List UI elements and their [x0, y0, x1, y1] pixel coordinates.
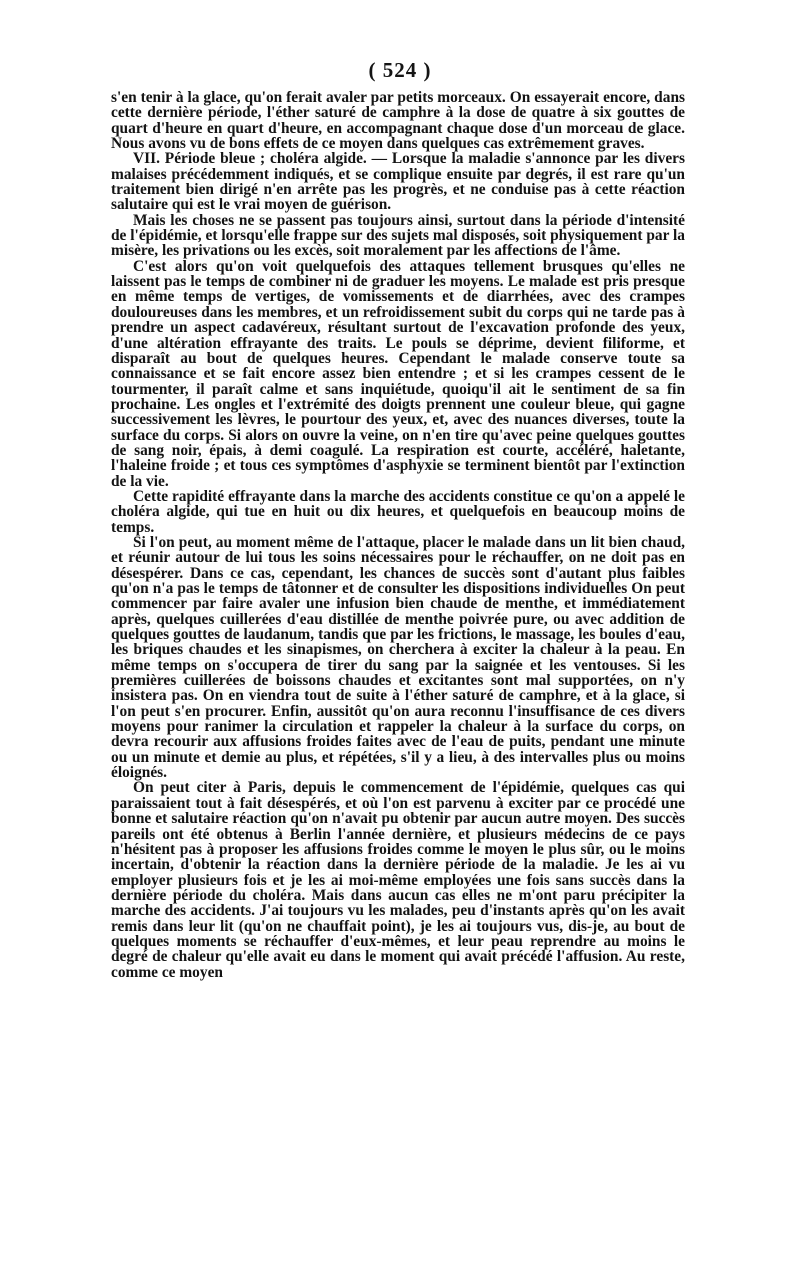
paragraph: C'est alors qu'on voit quelquefois des attaques tellement brusques qu'elles ne laissent pas le temps de combiner ni de graduer les moyens. Le malade est pris presque en même temps de vertiges, de vomissements et de diarrhées, avec des crampes douloureuses dans les membres, et un refroidissement subit du corps qui ne tarde pas à prendre un aspect cadavéreux, résultant surtout de l'excavation profonde des yeux, d'une altération effrayante des traits. Le pouls se déprime, devient filiforme, et disparaît au bout de quelques heures. Cependant le malade conserve toute sa connaissance et se fait encore assez bien entendre ; et si les crampes cessent de le tourmenter, il paraît calme et sans inquiétude, quoiqu'il ait le sentiment de sa fin prochaine. Les ongles et l'extrémité des doigts prennent une couleur bleue, qui gagne successivement les lèvres, le pourtour des yeux, et, avec des nuances diverses, toute la surface du corps. Si alors on ouvre la veine, on n'en tire qu'avec peine quelques gouttes de sang noir, épais, à demi coagulé. La respiration est courte, accéléré, haletante, l'haleine froide ; et tous ces symptômes d'asphyxie se terminent bientôt par l'extinction de la vie.: [111, 257, 685, 490]
paragraph: VII. Période bleue ; choléra algide. — Lorsque la maladie s'annonce par les divers malaises précédemment indiqués, et se complique ensuite par degrés, il est rare qu'un traitement bien dirigé n'en arrête pas les progrès, et ne conduise pas à cette réaction salutaire qui est le vrai moyen de guérison.: [111, 150, 685, 214]
paragraph: s'en tenir à la glace, qu'on ferait avaler par petits morceaux. On essayerait encore, dans cette dernière période, l'éther saturé de camphre à la dose de quatre à six gouttes de quart d'heure en quart d'heure, en accompagnant chaque dose d'un morceau de glace. Nous avons vu de bons effets de ce moyen dans quelques cas extrêmement graves.: [111, 89, 685, 153]
paragraph: Si l'on peut, au moment même de l'attaque, placer le malade dans un lit bien chaud, et réunir autour de lui tous les soins nécessaires pour le réchauffer, on ne doit pas en désespérer. Dans ce cas, cependant, les chances de succès sont d'autant plus faibles qu'on n'a pas le temps de tâtonner et de consulter les dispositions individuelles On peut commencer par faire avaler une infusion bien chaude de menthe, et immédiatement après, quelques cuillerées d'eau distillée de menthe poivrée pure, ou avec addition de quelques gouttes de laudanum, tandis que par les frictions, le massage, les boules d'eau, les briques chaudes et les sinapismes, on cherchera à exciter la chaleur à la peau. En même temps on s'occupera de tirer du sang par la saignée et les ventouses. Si les premières cuillerées de boissons chaudes et excitantes sont mal supportées, on n'y insistera pas. On en viendra tout de suite à l'éther saturé de camphre, et à la glace, si l'on peut s'en procurer. Enfin, aussitôt qu'on aura reconnu l'insuffisance de ces divers moyens pour ranimer la circulation et rappeler la chaleur à la surface du corps, on devra recourir aux affusions froides faites avec de l'eau de puits, pendant une minute ou un minute et demie au plus, et répétées, s'il y a lieu, à des intervalles plus ou moins éloignés.: [111, 533, 685, 782]
body-text: [111, 90, 685, 980]
paragraph: Cette rapidité effrayante dans la marche des accidents constitue ce qu'on a appelé le choléra algide, qui tue en huit ou dix heures, et quelquefois en beaucoup moins de temps.: [111, 487, 685, 536]
paragraph: Mais les choses ne se passent pas toujours ainsi, surtout dans la période d'intensité de l'épidémie, et lorsqu'elle frappe sur des sujets mal disposés, soit physiquement par la misère, les privations ou les excès, soit moralement par les affections de l'âme.: [111, 211, 685, 260]
page-number: ( 524 ): [368, 58, 432, 82]
paragraph: On peut citer à Paris, depuis le commencement de l'épidémie, quelques cas qui paraissaient tout à fait désespérés, et où l'on est parvenu à exciter par ce procédé une bonne et salutaire réaction qu'on n'avait pu obtenir par aucun autre moyen. Des succès pareils ont été obtenus à Berlin l'année dernière, et plusieurs médecins de ce pays n'hésitent pas à proposer les affusions froides comme le moyen le plus sûr, ou le moins incertain, d'obtenir la réaction dans la dernière période de la maladie. Je les ai vu employer plusieurs fois et je les ai moi-même employées une fois sans succès dans la dernière période du choléra. Mais dans aucun cas elles ne m'ont paru précipiter la marche des accidents. J'ai toujours vu les malades, peu d'instants après qu'on les avait remis dans leur lit (qu'on ne chauffait point), je les ai toujours vus, dis-je, au bout de quelques moments se réchauffer d'eux-mêmes, et leur peau reprendre au moins le degré de chaleur qu'elle avait eu dans le moment qui avait précédé l'affusion. Au reste, comme ce moyen: [111, 779, 685, 981]
